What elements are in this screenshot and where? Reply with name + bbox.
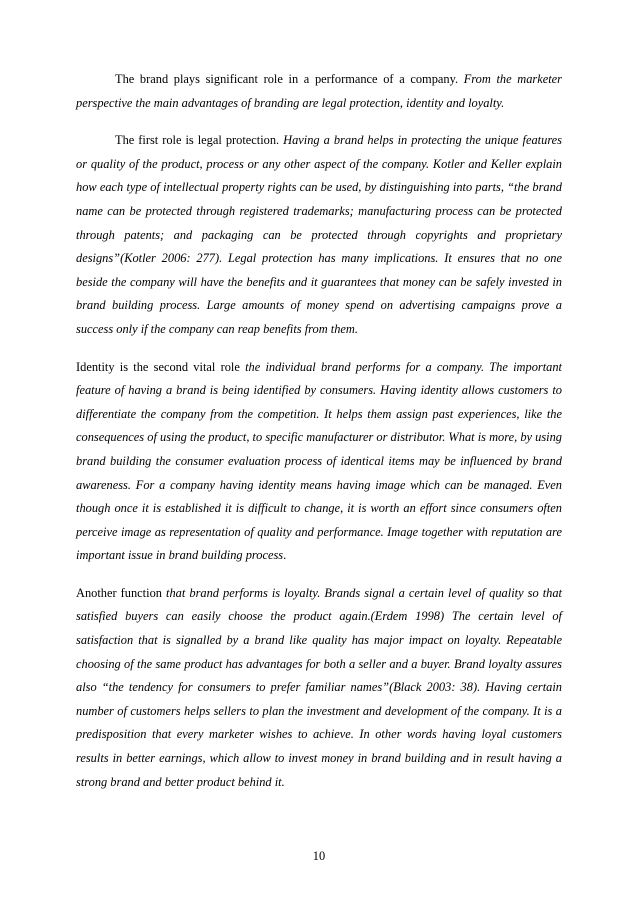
page-number: 10 — [312, 849, 326, 863]
paragraph-lead: The first role is legal protection. — [115, 133, 284, 148]
paragraph-lead: The brand plays significant role in a performance of a company. — [115, 72, 464, 86]
paragraph-branding-role — [76, 68, 562, 115]
paragraph-legal-protection — [76, 129, 562, 341]
paragraph-identity — [76, 356, 562, 568]
paragraph-loyalty — [76, 582, 562, 794]
document-page — [76, 68, 562, 903]
paragraph-body: that brand performs is loyalty. Brands signal a certain level of quality so that satisfied buyers can easily choose the product again.(Erdem 1998) The certain level of satisfaction that is signalled by a brand like quality has major impact on loyalty. Repeatable choosing of the same product has advantages for both a seller and a buyer. Brand loyalty assures also “the tendency for consumers to prefer familiar names”(Black 2003: 38). Having certain number of customers helps sellers to plan the investment and development of the company. It is a predisposition that every marketer wishes to achieve. In other words having loyal customers results in better earnings, which allow to invest money in brand building and in result having a strong brand and better product behind it. — [76, 585, 562, 789]
paragraph-lead: Identity is the second vital role — [76, 359, 246, 374]
paragraph-lead: Another function — [76, 585, 167, 600]
paragraph-body: From the marketer perspective the main advantages of branding are legal protection, identity and loyalty. — [76, 72, 562, 110]
paragraph-tail: . — [283, 548, 287, 563]
paragraph-body: the individual brand performs for a company. The important feature of having a brand is being identified by consumers. Having identity allows customers to differentiate the company from the competition. It helps them assign past experiences, like the consequences of using the product, to specific manufacturer or distributor. What is more, by using brand building the consumer evaluation process of identical items may be influenced by brand awareness. For a company having identity means having image which can be managed. Even though once it is established it is difficult to change, it is worth an effort since consumers often perceive image as representation of quality and performance. Image together with reputation are important issue in brand building process — [76, 359, 562, 563]
paragraph-body: Having a brand helps in protecting the unique features or quality of the product, process or any other aspect of the company. Kotler and Keller explain how each type of intellectual property rights can be used, by distinguishing into parts, “the brand name can be protected through registered trademarks; manufacturing process can be protected through patents; and packaging can be protected through copyrights and proprietary designs”(Kotler 2006: 277). Legal protection has many implications. It ensures that no one beside the company will have the benefits and it guarantees that money can be safely invested in brand building process. Large amounts of money spend on advertising campaigns prove a success only if the company can reap benefits from them. — [76, 133, 562, 336]
